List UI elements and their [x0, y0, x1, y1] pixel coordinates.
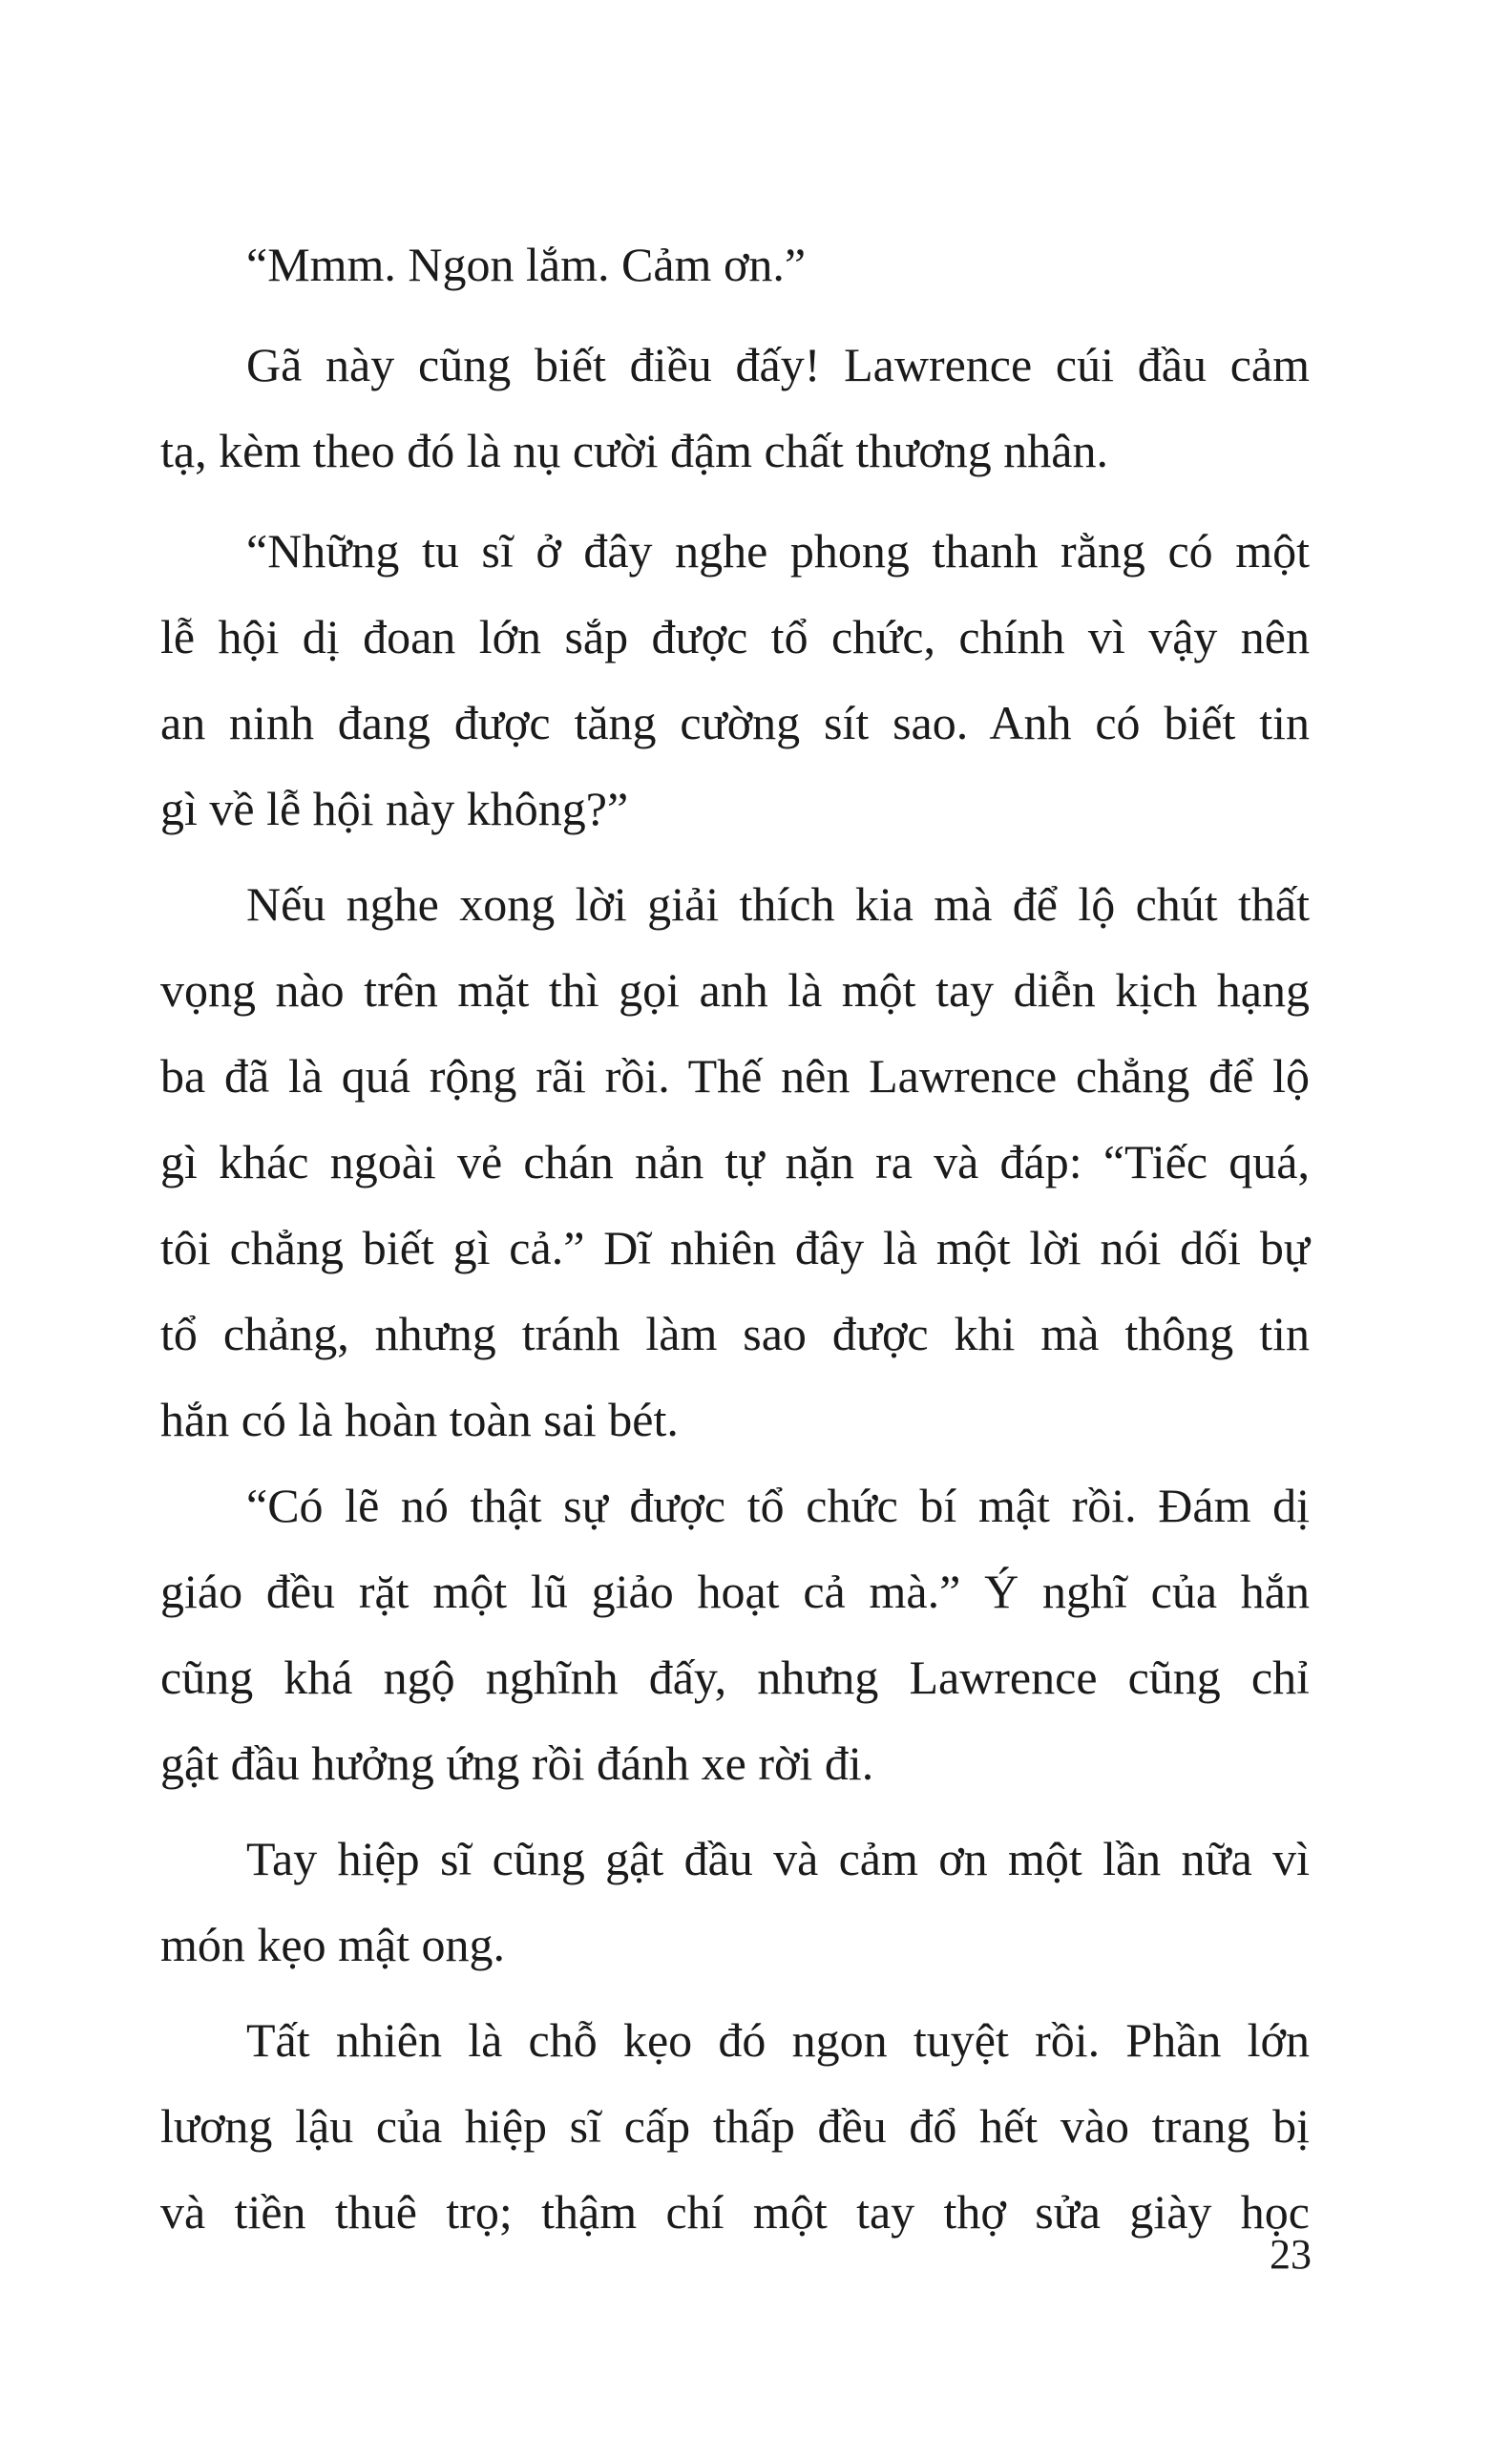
text-line: “Những tu sĩ ở đây nghe phong thanh rằng có một	[246, 524, 1310, 578]
text-line: Gã này cũng biết điều đấy! Lawrence cúi đầu cảm	[246, 338, 1310, 391]
text-line: gì về lễ hội này không?”	[160, 782, 629, 835]
text-line: Tất nhiên là chỗ kẹo đó ngon tuyệt rồi. Phần lớn	[246, 2013, 1310, 2067]
text-line: cũng khá ngộ nghĩnh đấy, nhưng Lawrence cũng chỉ	[160, 1651, 1310, 1704]
text-line: vọng nào trên mặt thì gọi anh là một tay diễn kịch hạng	[160, 963, 1310, 1017]
text-line: an ninh đang được tăng cường sít sao. Anh có biết tin	[160, 696, 1310, 749]
text-line: và tiền thuê trọ; thậm chí một tay thợ sửa giày học	[160, 2185, 1310, 2239]
page-number: 23	[1270, 2231, 1312, 2278]
text-line: Nếu nghe xong lời giải thích kia mà để lộ chút thất	[246, 877, 1310, 931]
text-line: giáo đều rặt một lũ giảo hoạt cả mà.” Ý nghĩ của hắn	[160, 1565, 1310, 1618]
text-line: “Mmm. Ngon lắm. Cảm ơn.”	[246, 238, 807, 291]
text-line: lễ hội dị đoan lớn sắp được tổ chức, chính vì vậy nên	[160, 610, 1310, 663]
text-line: gì khác ngoài vẻ chán nản tự nặn ra và đáp: “Tiếc quá,	[160, 1135, 1310, 1188]
text-line: lương lậu của hiệp sĩ cấp thấp đều đổ hết vào trang bị	[160, 2099, 1310, 2153]
text-line: món kẹo mật ong.	[160, 1918, 506, 1971]
text-line: Tay hiệp sĩ cũng gật đầu và cảm ơn một lần nữa vì	[246, 1832, 1310, 1885]
text-line: ba đã là quá rộng rãi rồi. Thế nên Lawrence chẳng để lộ	[160, 1049, 1310, 1103]
text-line: hắn có là hoàn toàn sai bét.	[160, 1393, 679, 1446]
text-line: tạ, kèm theo đó là nụ cười đậm chất thương nhân.	[160, 424, 1108, 477]
text-line: tổ chảng, nhưng tránh làm sao được khi mà thông tin	[160, 1307, 1310, 1360]
text-line: tôi chẳng biết gì cả.” Dĩ nhiên đây là một lời nói dối bự	[160, 1221, 1310, 1274]
text-line: gật đầu hưởng ứng rồi đánh xe rời đi.	[160, 1736, 874, 1790]
text-line: “Có lẽ nó thật sự được tổ chức bí mật rồi. Đám dị	[246, 1479, 1310, 1532]
